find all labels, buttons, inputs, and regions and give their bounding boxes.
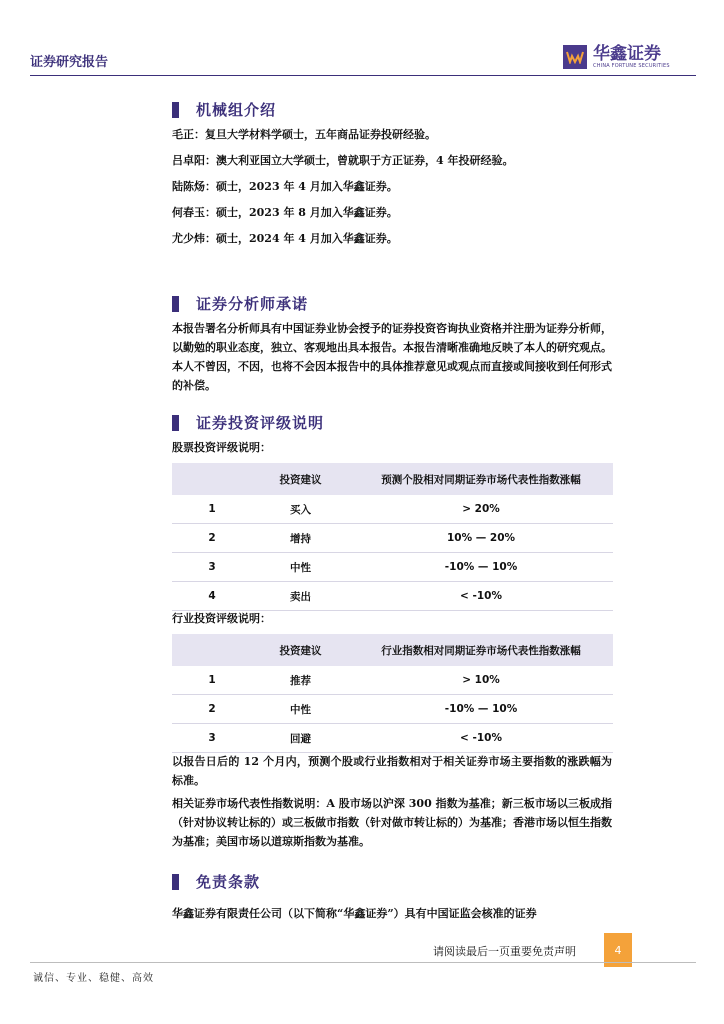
table-header-cell: 投资建议 <box>252 634 349 666</box>
table-cell: 1 <box>172 495 252 524</box>
section-heading-disclaimer <box>172 871 260 892</box>
table-header-row <box>172 634 613 666</box>
section-title: 证券分析师承诺 <box>196 295 309 313</box>
commitment-paragraph: 本报告署名分析师具有中国证券业协会授予的证券投资咨询执业资格并注册为证券分析师，以勤勉的职业态度，独立、客观地出具本报告。本报告清晰准确地反映了本人的研究观点。本人不曾因，不因，也将不会因本报告中的具体推荐意见或观点而直接或间接收到任何形式的补偿。 <box>172 322 612 392</box>
section-marker <box>172 296 179 312</box>
table-row <box>172 553 613 582</box>
disclaimer-paragraph: 华鑫证券有限责任公司（以下简称“华鑫证券”）具有中国证监会核准的证券 <box>172 907 537 920</box>
stock-rating-label: 股票投资评级说明： <box>172 441 271 454</box>
table-cell: < -10% <box>349 724 613 753</box>
section-heading-commitment <box>172 293 308 314</box>
table-header-row <box>172 463 613 495</box>
company-logo <box>563 45 670 69</box>
table-cell: 2 <box>172 695 252 724</box>
logo-mark-icon <box>563 45 587 69</box>
section-heading-rating <box>172 412 324 433</box>
table-cell: 10% — 20% <box>349 524 613 553</box>
section-heading-team <box>172 99 276 120</box>
table-row <box>172 695 613 724</box>
table-row <box>172 495 613 524</box>
table-header-cell <box>172 463 252 495</box>
company-slogan: 诚信、专业、稳健、高效 <box>33 973 154 984</box>
table-cell: 买入 <box>252 495 349 524</box>
table-row <box>172 582 613 611</box>
section-marker <box>172 102 179 118</box>
table-cell: > 20% <box>349 495 613 524</box>
footer-divider <box>30 962 696 963</box>
table-cell: 1 <box>172 666 252 695</box>
table-cell: 中性 <box>252 553 349 582</box>
report-type-title: 证券研究报告 <box>30 55 109 70</box>
table-cell: 中性 <box>252 695 349 724</box>
table-cell: 4 <box>172 582 252 611</box>
stock-rating-table <box>172 463 613 611</box>
table-row <box>172 666 613 695</box>
section-title: 机械组介绍 <box>196 101 277 119</box>
table-cell: 回避 <box>252 724 349 753</box>
team-member-line: 吕卓阳：澳大利亚国立大学硕士，曾就职于方正证券，4 年投研经验。 <box>172 154 514 167</box>
section-marker <box>172 874 179 890</box>
table-cell: 卖出 <box>252 582 349 611</box>
table-header-cell: 预测个股相对同期证券市场代表性指数涨幅 <box>349 463 613 495</box>
section-title: 免责条款 <box>196 873 261 891</box>
team-member-line: 毛正：复旦大学材料学硕士，五年商品证券投研经验。 <box>172 128 436 141</box>
header-divider <box>30 75 696 76</box>
table-cell: -10% — 10% <box>349 553 613 582</box>
industry-rating-label: 行业投资评级说明： <box>172 612 271 625</box>
table-cell: 推荐 <box>252 666 349 695</box>
table-cell: 增持 <box>252 524 349 553</box>
team-member-line: 何春玉：硕士，2023 年 8 月加入华鑫证券。 <box>172 206 398 219</box>
section-marker <box>172 415 179 431</box>
table-row <box>172 724 613 753</box>
table-header-cell: 投资建议 <box>252 463 349 495</box>
table-cell: 2 <box>172 524 252 553</box>
table-cell: 3 <box>172 724 252 753</box>
team-member-line: 陆陈炀：硕士，2023 年 4 月加入华鑫证券。 <box>172 180 398 193</box>
table-header-cell <box>172 634 252 666</box>
disclaimer-reminder: 请阅读最后一页重要免责声明 <box>433 945 576 958</box>
table-header-cell: 行业指数相对同期证券市场代表性指数涨幅 <box>349 634 613 666</box>
benchmark-index-note: 相关证券市场代表性指数说明：A 股市场以沪深 300 指数为基准；新三板市场以三板成指（针对协议转让标的）或三板做市指数（针对做市转让标的）为基准；香港市场以恒生指数为基准；美国市场以道琼斯指数为基准。 <box>172 797 612 848</box>
table-cell: < -10% <box>349 582 613 611</box>
table-cell: -10% — 10% <box>349 695 613 724</box>
logo-name: 华鑫证券 <box>593 44 661 64</box>
page-number: 4 <box>604 933 632 967</box>
table-cell: > 10% <box>349 666 613 695</box>
table-row <box>172 524 613 553</box>
logo-english-name: CHINA FORTUNE SECURITIES <box>593 63 670 69</box>
industry-rating-table <box>172 634 613 753</box>
section-title: 证券投资评级说明 <box>196 414 325 432</box>
team-member-line: 尤少炜：硕士，2024 年 4 月加入华鑫证券。 <box>172 232 398 245</box>
table-cell: 3 <box>172 553 252 582</box>
rating-period-note: 以报告日后的 12 个月内，预测个股或行业指数相对于相关证券市场主要指数的涨跌幅为标准。 <box>172 755 612 787</box>
